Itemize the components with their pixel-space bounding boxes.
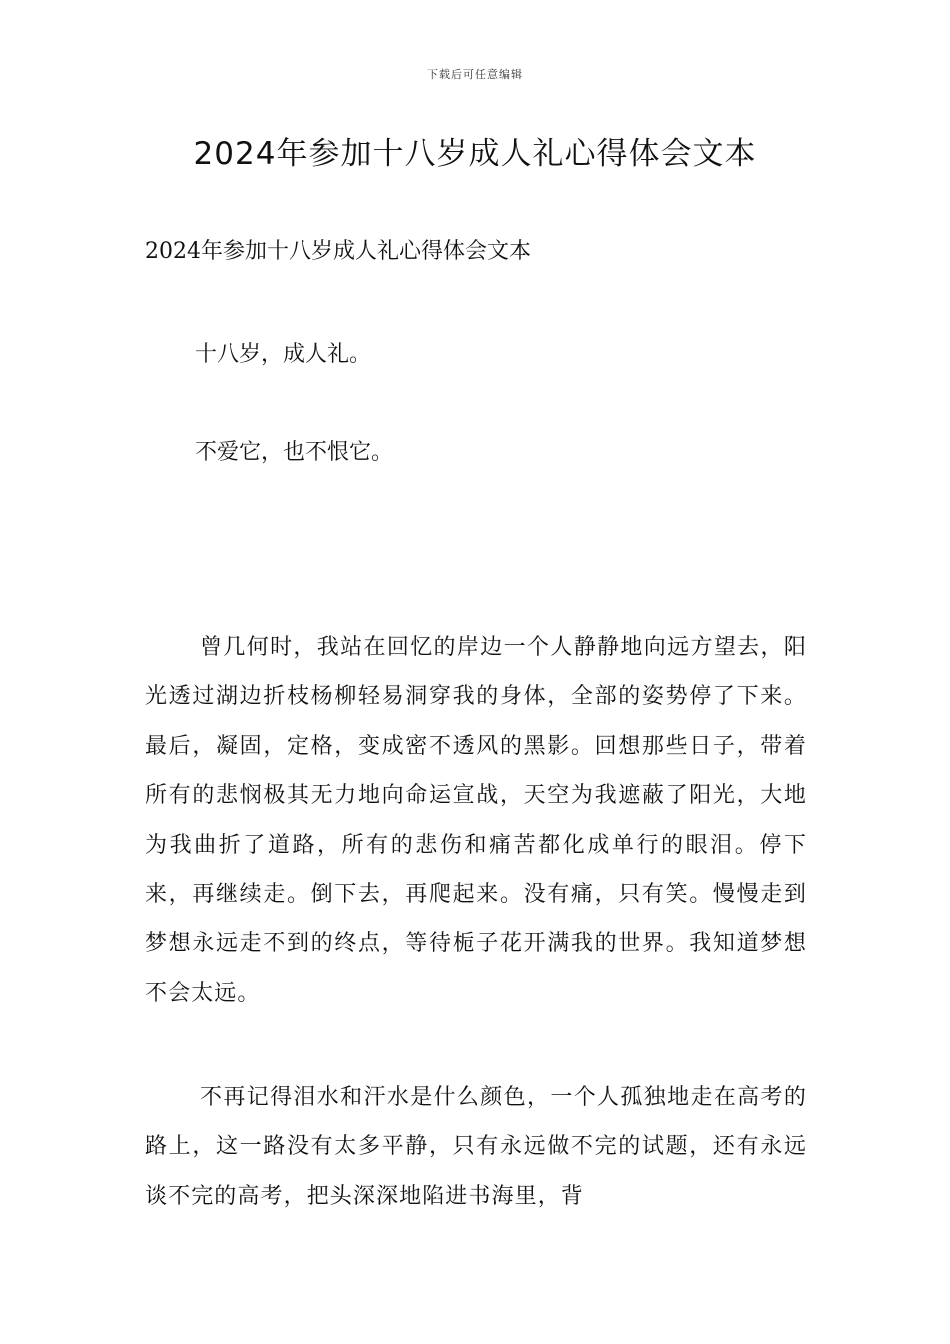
document-subtitle: 2024年参加十八岁成人礼心得体会文本: [145, 239, 531, 264]
body-paragraph: 曾几何时，我站在回忆的岸边一个人静静地向远方望去，阳光透过湖边折枝杨柳轻易洞穿我的身体，全部的姿势停了下来。最后，凝固，定格，变成密不透风的黑影。回想那些日子，带着所有的悲悯极其无力地向命运宣战，天空为我遮蔽了阳光，大地为我曲折了道路，所有的悲伤和痛苦都化成单行的眼泪。停下来，再继续走。倒下去，再爬起来。没有痛，只有笑。慢慢走到梦想永远走不到的终点，等待栀子花开满我的世界。我知道梦想不会太远。: [145, 635, 807, 1006]
header-note: 下载后可任意编辑: [427, 68, 523, 81]
document-title: 2024年参加十八岁成人礼心得体会文本: [193, 136, 757, 172]
body-paragraph: 不再记得泪水和汗水是什么颜色，一个人孤独地走在高考的路上，这一路没有太多平静，只有永远做不完的试题，还有永远谈不完的高考，把头深深地陷进书海里，背: [145, 1085, 807, 1209]
short-line: 不爱它，也不恨它。: [195, 440, 394, 465]
short-line: 十八岁，成人礼。: [195, 342, 372, 367]
